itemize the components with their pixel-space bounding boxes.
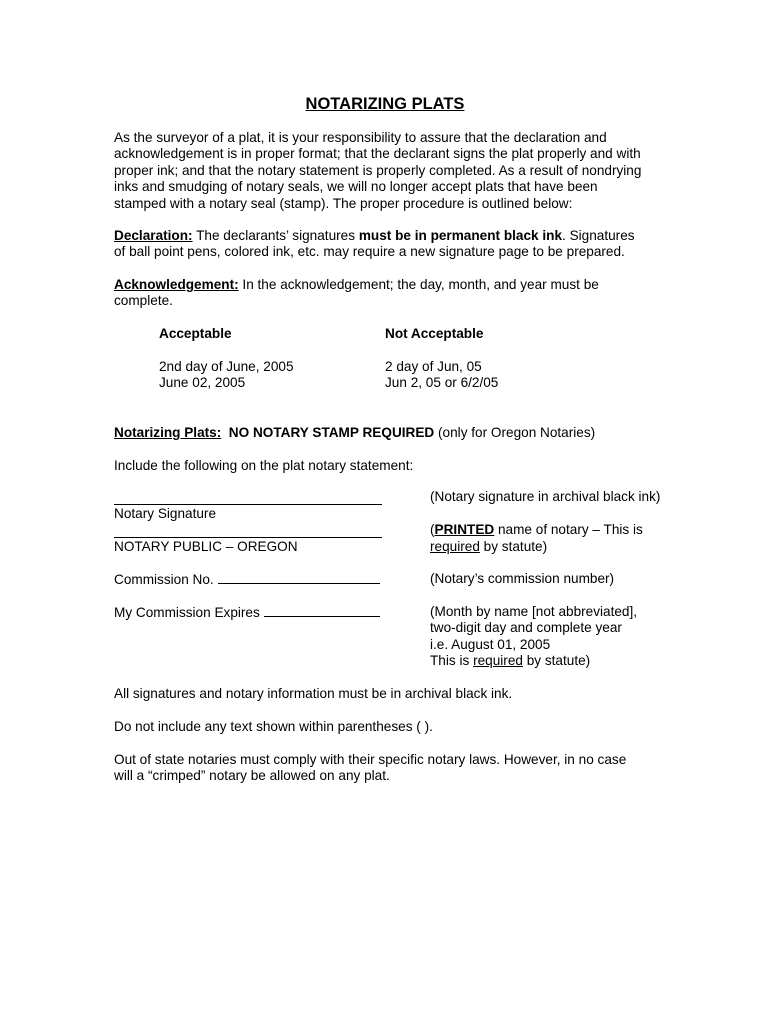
printed-name-line — [114, 537, 382, 538]
closing-paragraph-out-of-state — [114, 752, 674, 785]
commission-no-blank — [218, 571, 380, 584]
commission-expires-row — [114, 604, 380, 621]
note-expires-statute: by statute) — [522, 653, 591, 668]
acknowledgement-line-2: complete. — [114, 293, 173, 309]
closing-line: will a “crimped” notary be allowed on any plat. — [114, 768, 390, 784]
closing-paragraph-parentheses: Do not include any text shown within parentheses ( ). — [114, 719, 433, 734]
intro-line: As the surveyor of a plat, it is your responsibility to assure that the declaration and — [114, 130, 607, 145]
note-paren: ( — [430, 522, 435, 537]
notarizing-label: Notarizing Plats: — [114, 425, 222, 440]
declaration-paragraph — [114, 228, 674, 261]
note-expires-required: required — [473, 653, 523, 668]
note-expires-text: This is — [430, 653, 474, 668]
declaration-line-2: of ball point pens, colored ink, etc. may require a new signature page to be prepared. — [114, 244, 625, 260]
declaration-text-end: . Signatures — [562, 228, 635, 243]
include-paragraph: Include the following on the plat notary statement: — [114, 458, 414, 473]
commission-expires-blank — [264, 604, 380, 617]
intro-line: stamped with a notary seal (stamp). The proper procedure is outlined below: — [114, 195, 573, 211]
note-printed-name — [430, 522, 643, 538]
acceptable-example: June 02, 2005 — [159, 375, 246, 390]
signature-line — [114, 504, 382, 505]
note-expires-line — [430, 653, 590, 669]
intro-line: inks and smudging of notary seals, we will no longer accept plats that have been — [114, 179, 598, 195]
note-required: required — [430, 539, 480, 554]
note-printed-name-line-2 — [430, 539, 547, 555]
page-title: NOTARIZING PLATS — [305, 95, 465, 113]
note-expires-line: (Month by name [not abbreviated], — [430, 604, 638, 619]
declaration-text: The declarants’ signatures — [192, 228, 359, 243]
declaration-emphasis: must be in permanent black ink — [358, 228, 563, 243]
commission-no-row — [114, 571, 380, 588]
notarizing-emphasis: NO NOTARY STAMP REQUIRED — [221, 425, 435, 440]
note-statute: by statute) — [479, 539, 548, 554]
acknowledgement-text: In the acknowledgement; the day, month, and year must be — [238, 277, 599, 292]
note-expires-line: two-digit day and complete year — [430, 620, 622, 635]
notary-public-label: NOTARY PUBLIC – OREGON — [114, 539, 298, 554]
intro-line: acknowledgement is in proper format; that the declarant signs the plat properly and with — [114, 146, 641, 162]
note-expires-line: i.e. August 01, 2005 — [430, 637, 551, 652]
acknowledgement-label: Acknowledgement: — [114, 277, 239, 292]
acknowledgement-paragraph — [114, 277, 674, 310]
acceptable-example: 2nd day of June, 2005 — [159, 359, 294, 374]
closing-line: Out of state notaries must comply with their specific notary laws. However, in no case — [114, 752, 627, 767]
not-acceptable-example: 2 day of Jun, 05 — [385, 359, 482, 374]
note-commission-number: (Notary’s commission number) — [430, 571, 615, 586]
not-acceptable-example: Jun 2, 05 or 6/2/05 — [385, 375, 499, 390]
notary-signature-label: Notary Signature — [114, 506, 217, 521]
intro-paragraph — [114, 130, 674, 212]
not-acceptable-header: Not Acceptable — [385, 326, 484, 341]
note-signature: (Notary signature in archival black ink) — [430, 489, 661, 504]
declaration-label: Declaration: — [114, 228, 193, 243]
intro-line: proper ink; and that the notary statement is properly completed. As a result of nondrying — [114, 162, 642, 178]
acceptable-header: Acceptable — [159, 326, 232, 341]
notarizing-paragraph — [114, 425, 674, 441]
closing-paragraph-ink: All signatures and notary information must be in archival black ink. — [114, 686, 513, 701]
note-printed-text: name of notary – This is — [494, 522, 643, 537]
note-printed-emphasis: PRINTED — [434, 522, 495, 537]
commission-no-label: Commission No. — [114, 572, 214, 587]
notarizing-text: (only for Oregon Notaries) — [434, 425, 596, 440]
commission-expires-label: My Commission Expires — [114, 605, 260, 620]
